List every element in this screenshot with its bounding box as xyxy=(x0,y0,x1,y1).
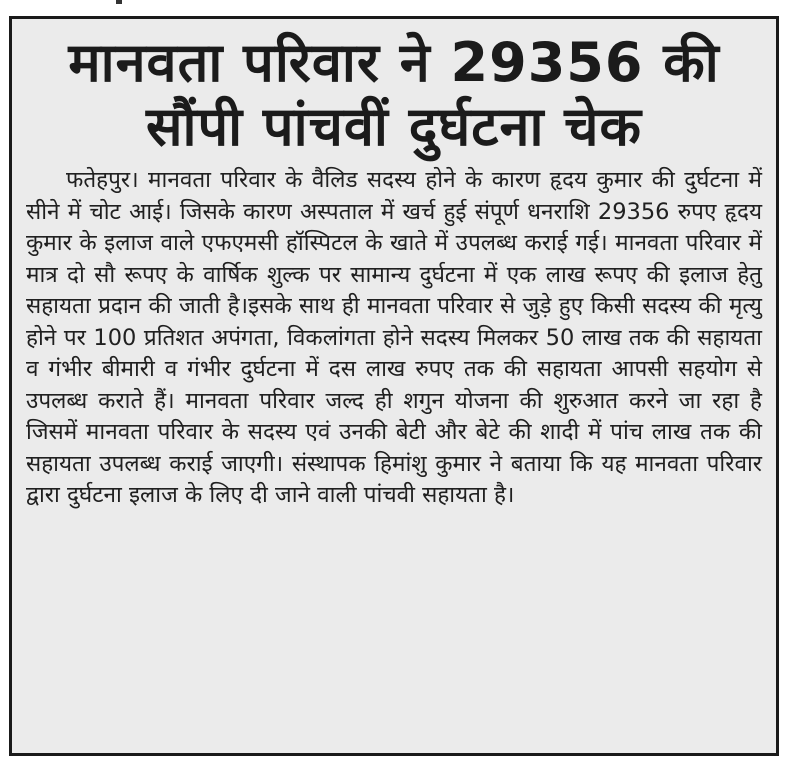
headline-line-1: मानवता परिवार ने 29356 की xyxy=(68,31,720,94)
article-body: फतेहपुर। मानवता परिवार के वैलिड सदस्य होने के कारण हृदय कुमार की दुर्घटना में सीने में चोट आई। जिसके कारण अस्पताल में खर्च हुई संपूर्ण धनराशि 29356 रुपए हृदय कुमार के इलाज वाले एफएमसी हॉस्पिटल के खाते में उपलब्ध कराई गई। मानवता परिवार में मात्र दो सौ रूपए के वार्षिक शुल्क पर सामान्य दुर्घटना में एक लाख रूपए की इलाज हेतु सहायता प्रदान की जाती है।इसके साथ ही मानवता परिवार से जुड़े हुए किसी सदस्य की मृत्यु होने पर 100 प्रतिशत अपंगता, विकलांगता होने सदस्य मिलकर 50 लाख तक की सहायता व गंभीर बीमारी व गंभीर दुर्घटना में दस लाख रुपए तक की सहायता आपसी सहयोग से उपलब्ध कराते हैं। मानवता परिवार जल्द ही शगुन योजना की शुरुआत करने जा रहा है जिसमें मानवता परिवार के सदस्य एवं उनकी बेटी और बेटे की शादी में पांच लाख तक की सहायता उपलब्ध कराई जाएगी। संस्थापक हिमांशु कुमार ने बताया कि यह मानवता परिवार द्वारा दुर्घटना इलाज के लिए दी जाने वाली पांचवी सहायता है। xyxy=(26,167,762,508)
newspaper-clipping xyxy=(9,16,779,756)
headline xyxy=(26,31,762,159)
page-edge-mark xyxy=(116,0,122,4)
headline-line-2: सौंपी पांचवीं दुर्घटना चेक xyxy=(145,95,643,158)
